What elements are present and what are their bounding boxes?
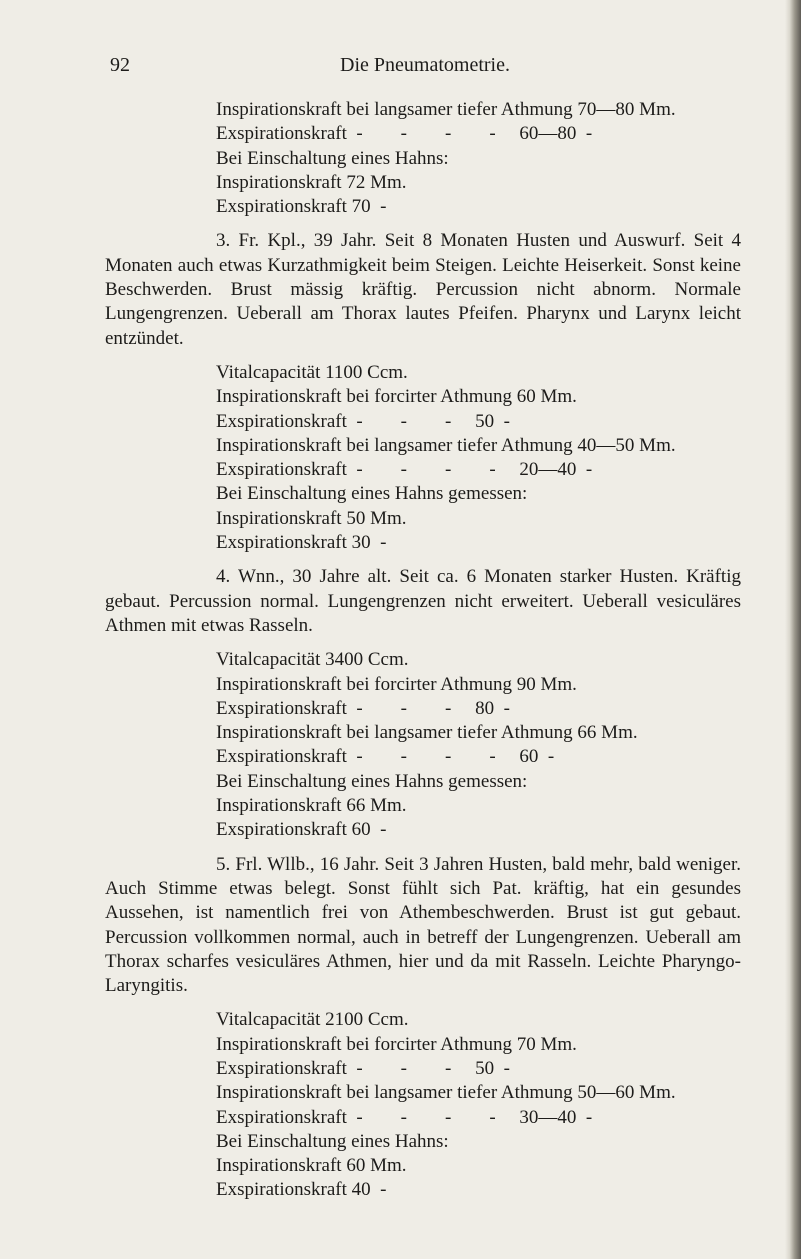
measurement-block-case-4	[105, 648, 741, 842]
measurement-line: Exspirationskraft - - - - 20—40 -	[216, 459, 593, 481]
measurement-line: Exspirationskraft 70 -	[216, 196, 387, 218]
measurement-line: Inspirationskraft 66 Mm.	[216, 795, 407, 817]
measurement-line: Vitalcapacität 1100 Ccm.	[216, 361, 408, 383]
measurement-line: Exspirationskraft 30 -	[216, 532, 387, 554]
measurement-line: Inspirationskraft bei langsamer tiefer Athmung 66 Mm.	[216, 722, 638, 744]
measurement-line: Inspirationskraft bei langsamer tiefer Athmung 40—50 Mm.	[216, 434, 676, 456]
page-body	[105, 98, 741, 1203]
measurement-line: Inspirationskraft bei forcirter Athmung 90 Mm.	[216, 673, 577, 695]
measurement-line: Bei Einschaltung eines Hahns gemessen:	[216, 770, 528, 792]
measurement-block-case-5	[105, 1008, 741, 1202]
measurement-line: Exspirationskraft - - - 80 -	[216, 697, 510, 719]
measurement-line: Exspirationskraft 60 -	[216, 819, 387, 841]
measurement-line: Inspirationskraft bei langsamer tiefer Athmung 70—80 Mm.	[216, 99, 676, 120]
measurement-line: Bei Einschaltung eines Hahns gemessen:	[216, 483, 528, 505]
page-number: 92	[110, 54, 130, 76]
measurement-line: Inspirationskraft 60 Mm.	[216, 1155, 407, 1177]
measurement-line: Inspirationskraft 50 Mm.	[216, 507, 407, 529]
measurement-line: Inspirationskraft bei forcirter Athmung 70 Mm.	[216, 1033, 577, 1055]
measurement-line: Bei Einschaltung eines Hahns:	[216, 1130, 449, 1152]
measurement-block-case-2	[105, 98, 741, 219]
case-paragraph-5: 5. Frl. Wllb., 16 Jahr. Seit 3 Jahren Husten, bald mehr, bald weniger. Auch Stimme etwas belegt. Sonst fühlt sich Pat. kräftig, hat ein gesundes Aussehen, ist namentlich frei von Athembeschwerden. Brust ist gut gebaut. Percussion vollkommen normal, auch in betreff der Lungengrenzen. Ueberall am Thorax scharfes vesiculäres Athmen, hier und da mit Rasseln. Leichte Pharyngo-Laryngitis.	[105, 853, 741, 997]
measurement-line: Exspirationskraft - - - 50 -	[216, 410, 510, 432]
measurement-line: Exspirationskraft 40 -	[216, 1179, 387, 1201]
measurement-line: Inspirationskraft bei langsamer tiefer Athmung 50—60 Mm.	[216, 1082, 676, 1104]
page-header	[110, 54, 740, 84]
measurement-line: Inspirationskraft 72 Mm.	[216, 171, 407, 193]
measurement-line: Bei Einschaltung eines Hahns:	[216, 147, 449, 169]
measurement-line: Exspirationskraft - - - - 60 -	[216, 746, 555, 768]
measurement-line: Vitalcapacität 2100 Ccm.	[216, 1009, 409, 1031]
measurement-line: Exspirationskraft - - - - 30—40 -	[216, 1106, 593, 1128]
page-edge-shadow	[785, 0, 801, 1259]
measurement-line: Exspirationskraft - - - - 60—80 -	[216, 123, 593, 145]
measurement-block-case-3	[105, 361, 741, 555]
case-paragraph-4: 4. Wnn., 30 Jahre alt. Seit ca. 6 Monaten starker Husten. Kräftig gebaut. Percussion normal. Lungengrenzen nicht erweitert. Ueberall vesiculäres Athmen mit etwas Rasseln.	[105, 566, 741, 636]
measurement-line: Inspirationskraft bei forcirter Athmung 60 Mm.	[216, 386, 577, 408]
measurement-line: Vitalcapacität 3400 Ccm.	[216, 649, 409, 671]
running-title: Die Pneumatometrie.	[340, 54, 510, 76]
case-paragraph-3: 3. Fr. Kpl., 39 Jahr. Seit 8 Monaten Husten und Auswurf. Seit 4 Monaten auch etwas Kurzathmigkeit beim Steigen. Leichte Heiserkeit. Sonst keine Beschwerden. Brust mässig kräftig. Percussion nicht abnorm. Normale Lungengrenzen. Ueberall am Thorax lautes Pfeifen. Pharynx und Larynx leicht entzündet.	[105, 230, 741, 349]
measurement-line: Exspirationskraft - - - 50 -	[216, 1057, 510, 1079]
